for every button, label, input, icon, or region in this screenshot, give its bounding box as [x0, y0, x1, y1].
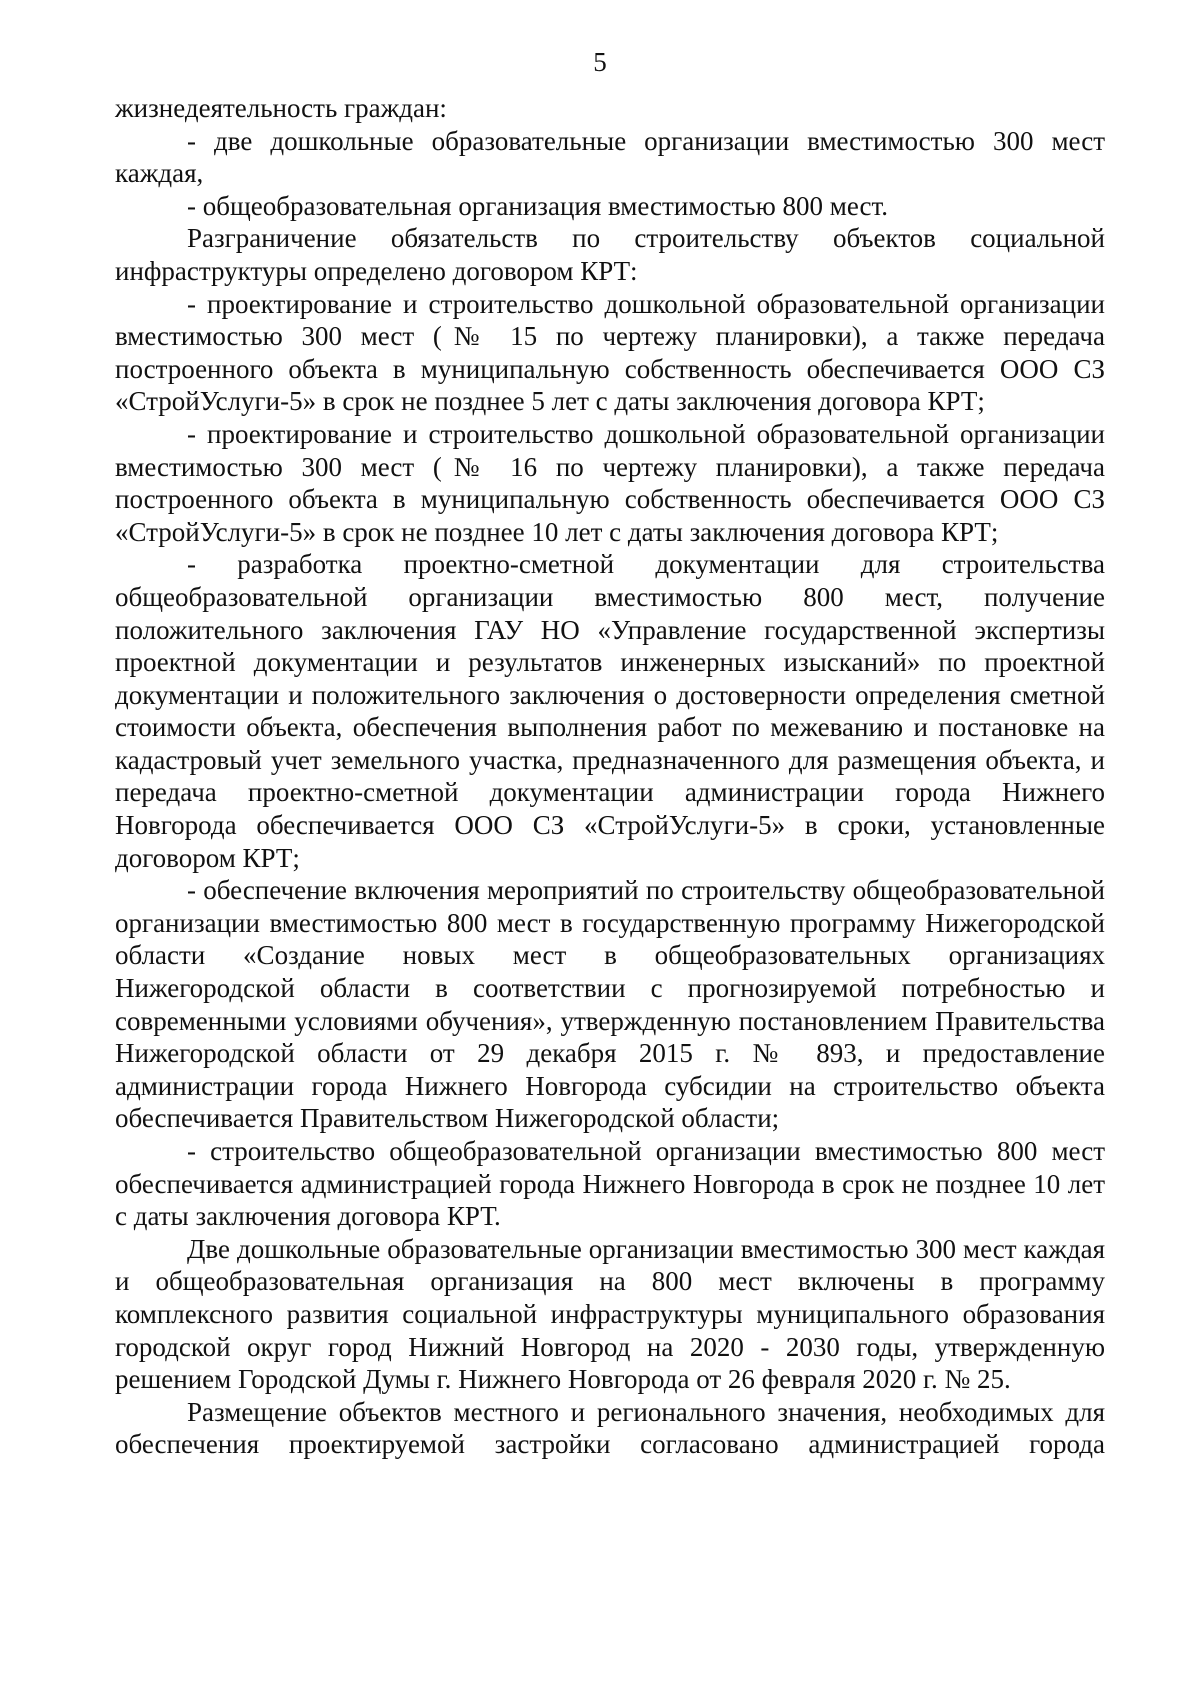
list-item-obligation-5: - строительство общеобразовательной организации вместимостью 800 мест обеспечивается администрацией города Нижнего Новгорода в срок не позднее 10 лет с даты заключения договора КРТ. — [115, 1136, 1105, 1232]
list-item-obligation-4: - обеспечение включения мероприятий по строительству общеобразовательной организации вместимостью 800 мест в государственную программу Нижегородской области «Создание новых мест в общеобразовательных организациях Нижегородской области в соответствии с прогнозируемой потребностью и современными условиями обучения», утвержденную постановлением Правительства Нижегородской области от 29 декабря 2015 г. № 893, и предоставление администрации города Нижнего Новгорода субсидии на строительство объекта обеспечивается Правительством Нижегородской области; — [115, 875, 1105, 1134]
list-item-school: - общеобразовательная организация вместимостью 800 мест. — [187, 190, 889, 221]
document-body — [115, 92, 1105, 1461]
list-item-obligation-3: - разработка проектно-сметной документации для строительства общеобразовательной организации вместимостью 800 мест, получение положительного заключения ГАУ НО «Управление государственной экспертизы проектной документации и результатов инженерных изысканий» по проектной документации и положительного заключения о достоверности определения сметной стоимости объекта, обеспечения выполнения работ по межеванию и постановке на кадастровый учет земельного участка, предназначенного для размещения объекта, и передача проектно-сметной документации администрации города Нижнего Новгорода обеспечивается ООО СЗ «СтройУслуги-5» в сроки, установленные договором КРТ; — [115, 549, 1105, 873]
list-item-obligation-1: - проектирование и строительство дошкольной образовательной организации вместимостью 300 мест (№ 15 по чертежу планировки), а также передача построенного объекта в муниципальную собственность обеспечивается ООО СЗ «СтройУслуги-5» в срок не позднее 5 лет с даты заключения договора КРТ; — [115, 288, 1105, 417]
paragraph-placement: Размещение объектов местного и регионального значения, необходимых для обеспечения проектируемой застройки согласовано администрацией города — [115, 1396, 1105, 1460]
paragraph-program: Две дошкольные образовательные организации вместимостью 300 мест каждая и общеобразовательная организация на 800 мест включены в программу комплексного развития социальной инфраструктуры муниципального образования городской округ город Нижний Новгород на 2020 - 2030 годы, утвержденную решением Городской Думы г. Нижнего Новгорода от 26 февраля 2020 г. № 25. — [115, 1233, 1105, 1395]
paragraph-obligations: Разграничение обязательств по строительству объектов социальной инфраструктуры определено договором КРТ: — [115, 223, 1105, 286]
list-item-preschool: - две дошкольные образовательные организации вместимостью 300 мест каждая, — [115, 125, 1105, 189]
page-number: 5 — [593, 47, 607, 77]
list-item-obligation-2: - проектирование и строительство дошкольной образовательной организации вместимостью 300 мест (№ 16 по чертежу планировки), а также передача построенного объекта в муниципальную собственность обеспечивается ООО СЗ «СтройУслуги-5» в срок не позднее 10 лет с даты заключения договора КРТ; — [115, 418, 1105, 547]
paragraph-continuation: жизнедеятельность граждан: — [115, 93, 447, 123]
